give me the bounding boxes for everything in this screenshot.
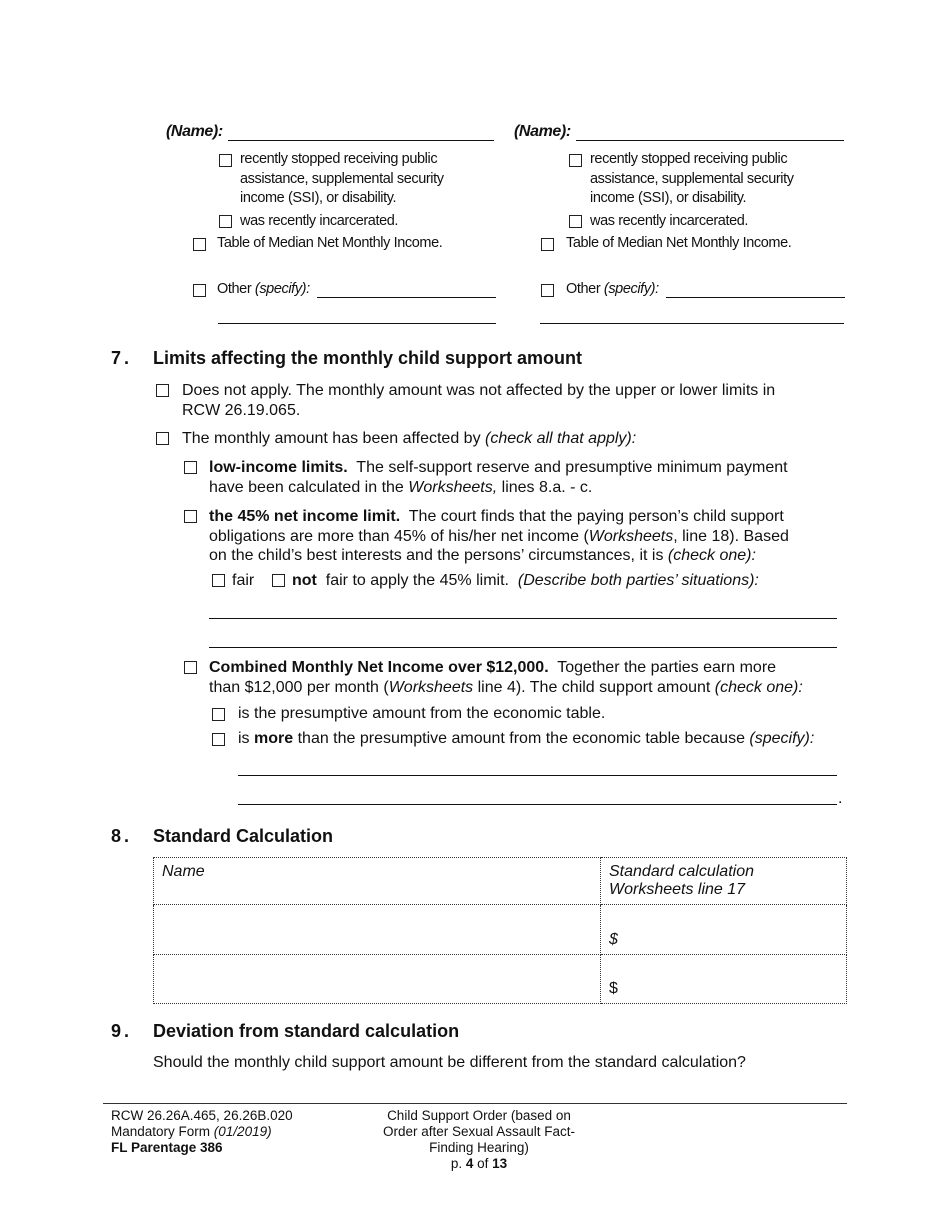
- header-name-cell: [154, 858, 601, 905]
- row1-amount-cell[interactable]: [601, 905, 847, 955]
- describe-italic: (Describe both parties’ situations):: [517, 572, 759, 589]
- presumptive-checkbox[interactable]: [212, 708, 225, 721]
- pct45-line1: The court finds that the paying person’s child support: [408, 508, 784, 525]
- specify-period: .: [838, 790, 843, 807]
- more-specify: (specify):: [749, 730, 815, 747]
- more-bold: more: [254, 730, 294, 747]
- left-other-word: Other: [217, 281, 252, 297]
- does-not-apply-text: [182, 381, 775, 420]
- pct45-bold: the 45% net income limit.: [209, 508, 401, 525]
- standard-calculation-table: [153, 857, 847, 1004]
- does-not-apply-line1: Does not apply. The monthly amount was not affected by the upper or lower limits in: [182, 382, 776, 399]
- more-b: than the presumptive amount from the economic table because: [297, 730, 745, 747]
- combined-income-checkbox[interactable]: [184, 661, 197, 674]
- row2-amount-cell[interactable]: [601, 955, 847, 1004]
- combined-line1: Together the parties earn more: [557, 659, 777, 676]
- left-incarcerated-checkbox[interactable]: [219, 215, 232, 228]
- low-income-text: [209, 458, 788, 497]
- right-pa-line2: assistance, supplemental security: [590, 170, 794, 187]
- pct45-check-one: (check one):: [667, 547, 756, 564]
- pct45-line2b: , line 18). Based: [673, 527, 789, 545]
- left-name-label: (Name):: [166, 123, 223, 140]
- right-median-table-checkbox[interactable]: [541, 238, 554, 251]
- table-row: [154, 905, 847, 955]
- footer-mandatory: Mandatory Form: [111, 1124, 211, 1139]
- header-calc-line2: Worksheets line 17: [609, 881, 746, 898]
- footer-page: [360, 1156, 598, 1172]
- header-calc-line1: Standard calculation: [609, 863, 754, 880]
- row1-name-cell[interactable]: [154, 905, 601, 955]
- low-income-line2b: lines 8.a. - c.: [501, 478, 593, 496]
- affected-italic: (check all that apply):: [485, 430, 637, 447]
- footer-form-id: FL Parentage 386: [111, 1140, 223, 1155]
- table-header-row: [154, 858, 847, 905]
- more-than-presumptive-text: [238, 729, 814, 749]
- footer-left: [111, 1108, 293, 1156]
- section8-number: 8.: [111, 826, 133, 846]
- right-name-field[interactable]: [576, 140, 844, 141]
- left-other-label: [217, 280, 310, 300]
- pct45-checkbox[interactable]: [184, 510, 197, 523]
- footer-page-num: 4: [465, 1156, 474, 1171]
- right-name-label: (Name):: [514, 123, 571, 140]
- left-median-table-text: Table of Median Net Monthly Income.: [217, 235, 443, 251]
- right-public-assistance-text: [590, 150, 794, 209]
- combined-worksheets: Worksheets: [388, 678, 474, 696]
- footer-center: [360, 1108, 598, 1172]
- more-than-presumptive-checkbox[interactable]: [212, 733, 225, 746]
- not-fair-text: [292, 571, 759, 591]
- left-median-table-checkbox[interactable]: [193, 238, 206, 251]
- section8-title: Standard Calculation: [153, 826, 334, 846]
- not-fair-checkbox[interactable]: [272, 574, 285, 587]
- low-income-line1: The self-support reserve and presumptive minimum payment: [356, 459, 788, 476]
- right-other-word: Other: [566, 281, 601, 297]
- section9-number: 9.: [111, 1021, 133, 1041]
- combined-income-text: [209, 658, 803, 697]
- row2-dollar: $: [609, 980, 618, 997]
- table-row: [154, 955, 847, 1004]
- right-median-table-text: Table of Median Net Monthly Income.: [566, 235, 792, 251]
- right-incarcerated-checkbox[interactable]: [569, 215, 582, 228]
- describe-line-1[interactable]: [209, 618, 837, 619]
- row2-name-cell[interactable]: [154, 955, 601, 1004]
- footer-title-line2: Order after Sexual Assault Fact-: [382, 1124, 576, 1139]
- pct45-line3a: on the child’s best interests and the persons’ circumstances, it is: [209, 547, 664, 564]
- does-not-apply-line2: RCW 26.19.065.: [182, 401, 301, 419]
- left-other-specify: (specify):: [254, 281, 310, 297]
- does-not-apply-checkbox[interactable]: [156, 384, 169, 397]
- right-other-field[interactable]: [666, 297, 845, 298]
- pct45-worksheets: Worksheets: [588, 527, 674, 545]
- footer-title-line3: Finding Hearing): [429, 1140, 529, 1155]
- affected-main: The monthly amount has been affected by: [182, 430, 481, 447]
- not-bold: not: [292, 572, 317, 589]
- left-public-assistance-checkbox[interactable]: [219, 154, 232, 167]
- more-a: is: [238, 730, 250, 747]
- left-other-checkbox[interactable]: [193, 284, 206, 297]
- affected-text: [182, 429, 636, 449]
- footer-divider: [103, 1103, 847, 1104]
- right-other-checkbox[interactable]: [541, 284, 554, 297]
- right-pa-line3: income (SSI), or disability.: [590, 190, 747, 206]
- right-other-specify: (specify):: [603, 281, 659, 297]
- section7-title: Limits affecting the monthly child support amount: [153, 348, 583, 368]
- header-calc-cell: [601, 858, 847, 905]
- specify-line-1[interactable]: [238, 775, 837, 776]
- low-income-line2a: have been calculated in the: [209, 478, 404, 496]
- right-pa-line1: recently stopped receiving public: [590, 151, 788, 167]
- presumptive-text: is the presumptive amount from the economic table.: [238, 705, 606, 722]
- left-other-field[interactable]: [317, 297, 496, 298]
- left-public-assistance-text: [240, 150, 444, 209]
- combined-line2b: line 4). The child support amount: [473, 678, 711, 696]
- low-income-bold: low-income limits.: [209, 459, 348, 476]
- right-public-assistance-checkbox[interactable]: [569, 154, 582, 167]
- left-pa-line2: assistance, supplemental security: [240, 170, 444, 187]
- specify-line-2[interactable]: [238, 804, 837, 805]
- right-other-label: [566, 280, 659, 300]
- footer-page-of: of: [477, 1156, 489, 1171]
- section7-number: 7.: [111, 348, 133, 368]
- left-other-field-line2[interactable]: [218, 323, 496, 324]
- low-income-worksheets: Worksheets,: [408, 478, 498, 496]
- fair-rest: fair to apply the 45% limit.: [325, 572, 509, 589]
- footer-title-line1: Child Support Order (based on: [387, 1108, 571, 1123]
- fair-text: fair: [232, 572, 255, 589]
- section9-question: Should the monthly child support amount be different from the standard calculation?: [153, 1054, 746, 1071]
- combined-check-one: (check one):: [714, 678, 803, 696]
- footer-page-total: 13: [492, 1156, 508, 1171]
- row1-dollar: $: [609, 931, 618, 948]
- left-pa-line3: income (SSI), or disability.: [240, 190, 397, 206]
- pct45-line2a: obligations are more than 45% of his/her net income (: [209, 527, 589, 545]
- footer-rcw: RCW 26.26A.465, 26.26B.020: [111, 1108, 293, 1123]
- left-incarcerated-text: was recently incarcerated.: [240, 213, 399, 229]
- combined-bold: Combined Monthly Net Income over $12,000.: [209, 659, 549, 676]
- left-name-field[interactable]: [228, 140, 494, 141]
- right-incarcerated-text: was recently incarcerated.: [590, 213, 749, 229]
- footer-page-prefix: p.: [450, 1156, 463, 1171]
- left-pa-line1: recently stopped receiving public: [240, 151, 438, 167]
- section9-title: Deviation from standard calculation: [153, 1021, 460, 1041]
- fair-checkbox[interactable]: [212, 574, 225, 587]
- low-income-checkbox[interactable]: [184, 461, 197, 474]
- pct45-text: [209, 507, 789, 566]
- footer-date: (01/2019): [213, 1124, 272, 1139]
- combined-line2a: than $12,000 per month (: [209, 678, 389, 696]
- right-other-field-line2[interactable]: [540, 323, 844, 324]
- affected-checkbox[interactable]: [156, 432, 169, 445]
- describe-line-2[interactable]: [209, 647, 837, 648]
- header-name: Name: [162, 863, 205, 880]
